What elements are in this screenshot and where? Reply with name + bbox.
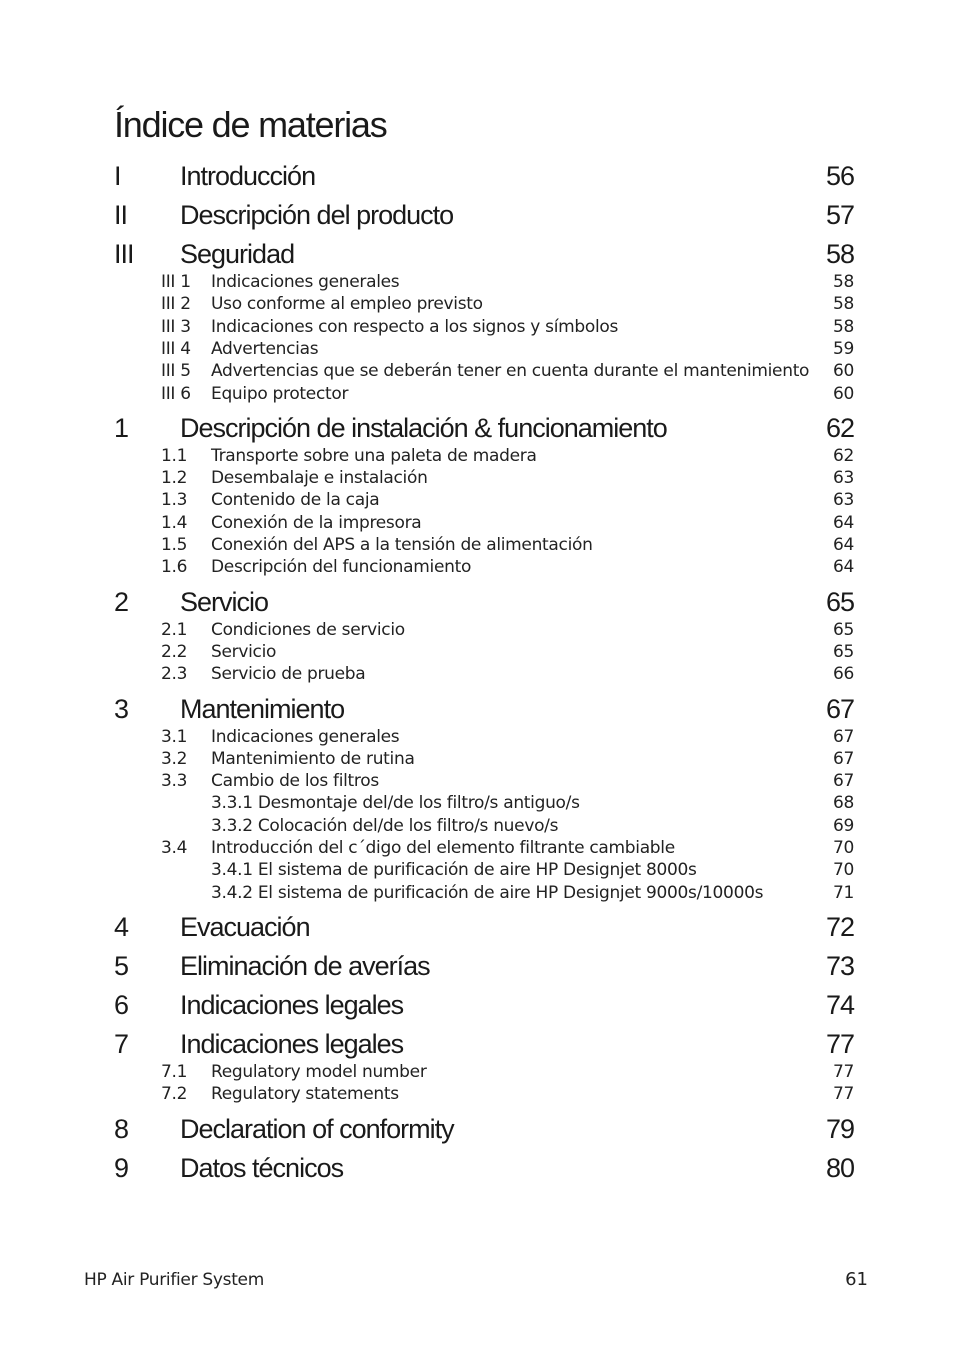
toc-entry-number: 7.1 <box>161 1061 188 1082</box>
toc-entry-page: 68 <box>832 793 854 814</box>
toc-subsection-entry <box>0 792 954 814</box>
toc-entry-page: 58 <box>832 272 854 292</box>
toc-entry-number: II <box>114 200 128 230</box>
toc-entry-number: 3.3 <box>161 771 188 792</box>
toc-entry-number: 3 <box>114 693 129 724</box>
toc-entry-page: 74 <box>825 989 854 1020</box>
toc-entry-title: 3.4.1 El sistema de purificación de aire HP Designjet 8000s <box>211 860 697 881</box>
toc-section-entry <box>0 641 954 663</box>
toc-entry-title: Introducción <box>180 161 316 191</box>
toc-entry-page: 65 <box>825 586 854 617</box>
toc-entry-title: Conexión de la impresora <box>211 512 422 533</box>
toc-entry-page: 64 <box>832 557 854 578</box>
toc-chapter-entry <box>0 987 954 1023</box>
toc-section-entry <box>0 512 954 534</box>
toc-entry-page: 70 <box>832 860 854 881</box>
toc-entry-page: 60 <box>832 361 854 382</box>
toc-entry-page: 67 <box>825 693 854 724</box>
toc-chapter-entry <box>0 410 954 446</box>
toc-entry-page: 57 <box>825 200 854 230</box>
toc-entry-number: 6 <box>114 989 129 1020</box>
toc-section-entry <box>0 383 954 405</box>
toc-entry-page: 65 <box>832 619 854 640</box>
toc-entry-title: Indicaciones legales <box>180 1028 404 1059</box>
toc-chapter-entry <box>0 197 954 233</box>
toc-entry-page: 62 <box>832 445 854 466</box>
toc-entry-page: 59 <box>832 338 854 359</box>
toc-subsection-entry <box>0 882 954 904</box>
footer-title: HP Air Purifier System <box>84 1270 264 1290</box>
toc-section-entry <box>0 1083 954 1105</box>
toc-section-entry <box>0 748 954 770</box>
toc-section-entry <box>0 619 954 641</box>
toc-entry-title: Transporte sobre una paleta de madera <box>211 445 537 466</box>
toc-entry-number: 3.2 <box>161 748 188 769</box>
toc-entry-title: 3.3.1 Desmontaje del/de los filtro/s antiguo/s <box>211 793 580 814</box>
toc-entry-title: Regulatory model number <box>211 1061 427 1082</box>
toc-entry-number: 7.2 <box>161 1084 188 1105</box>
toc-entry-page: 58 <box>825 239 854 269</box>
toc-chapter-entry <box>0 909 954 945</box>
toc-section-entry <box>0 663 954 685</box>
toc-section-entry <box>0 770 954 792</box>
toc-entry-title: Descripción de instalación & funcionamiento <box>180 412 667 443</box>
toc-entry-number: 2.2 <box>161 641 188 662</box>
toc-chapter-entry <box>0 584 954 620</box>
toc-entry-title: Contenido de la caja <box>211 490 380 511</box>
toc-chapter-entry <box>0 236 954 272</box>
toc-entry-page: 77 <box>825 1028 854 1059</box>
toc-section-entry <box>0 726 954 748</box>
toc-entry-page: 64 <box>832 512 854 533</box>
toc-entry-number: 9 <box>114 1152 129 1183</box>
toc-entry-number: 1.2 <box>161 468 188 489</box>
toc-entry-title: Descripción del producto <box>180 200 454 230</box>
toc-entry-number: 1.3 <box>161 490 188 511</box>
toc-entry-number: 7 <box>114 1028 129 1059</box>
toc-chapter-entry <box>0 158 954 194</box>
toc-entry-number: 2.3 <box>161 664 188 685</box>
toc-section-entry <box>0 837 954 859</box>
toc-entry-title: Indicaciones legales <box>180 989 404 1020</box>
toc-section-entry <box>0 489 954 511</box>
toc-entry-number: 4 <box>114 911 129 942</box>
toc-entry-title: Conexión del APS a la tensión de alimentación <box>211 535 593 555</box>
toc-entry-page: 71 <box>832 882 854 903</box>
toc-entry-title: Declaration of conformity <box>180 1113 454 1144</box>
toc-entry-title: Mantenimiento <box>180 693 345 724</box>
toc-entry-page: 56 <box>825 161 854 191</box>
toc-entry-number: III 6 <box>161 383 191 404</box>
toc-entry-page: 64 <box>832 535 854 555</box>
toc-entry-page: 58 <box>832 294 854 315</box>
toc-entry-number: 2.1 <box>161 619 188 640</box>
toc-entry-title: Uso conforme al empleo previsto <box>211 294 483 315</box>
toc-section-entry <box>0 293 954 315</box>
toc-section-entry <box>0 271 954 293</box>
toc-entry-title: Indicaciones generales <box>211 272 400 292</box>
toc-entry-title: Evacuación <box>180 911 310 942</box>
toc-section-entry <box>0 360 954 382</box>
toc-subsection-entry <box>0 815 954 837</box>
toc-entry-number: 3.4 <box>161 838 188 858</box>
toc-entry-number: 2 <box>114 586 129 617</box>
toc-entry-title: Servicio <box>211 641 277 662</box>
toc-subsection-entry <box>0 859 954 881</box>
toc-entry-number: III 2 <box>161 294 191 315</box>
toc-entry-title: Condiciones de servicio <box>211 619 405 640</box>
toc-entry-page: 79 <box>825 1113 854 1144</box>
toc-entry-title: Seguridad <box>180 239 295 269</box>
toc-entry-page: 69 <box>832 815 854 836</box>
toc-entry-page: 62 <box>825 412 854 443</box>
toc-section-entry <box>0 556 954 578</box>
toc-entry-title: Datos técnicos <box>180 1152 344 1183</box>
toc-chapter-entry <box>0 1111 954 1147</box>
toc-entry-title: Eliminación de averías <box>180 950 430 981</box>
toc-entry-title: Descripción del funcionamiento <box>211 557 472 578</box>
toc-entry-page: 66 <box>832 664 854 685</box>
toc-entry-title: Introducción del c´digo del elemento filtrante cambiable <box>211 838 675 858</box>
toc-section-entry <box>0 445 954 467</box>
toc-entry-title: Advertencias que se deberán tener en cuenta durante el mantenimiento <box>211 361 810 382</box>
toc-entry-title: Desembalaje e instalación <box>211 468 428 489</box>
toc-entry-page: 67 <box>832 726 854 747</box>
toc-entry-number: 3.1 <box>161 726 188 747</box>
toc-chapter-entry <box>0 691 954 727</box>
toc-entry-page: 72 <box>825 911 854 942</box>
toc-entry-page: 65 <box>832 641 854 662</box>
toc-entry-page: 63 <box>832 468 854 489</box>
toc-chapter-entry <box>0 1150 954 1186</box>
toc-entry-number: 1 <box>114 412 129 443</box>
toc-entry-title: Servicio de prueba <box>211 664 366 685</box>
toc-section-entry <box>0 1061 954 1083</box>
toc-entry-number: 1.5 <box>161 535 188 555</box>
toc-entry-page: 67 <box>832 748 854 769</box>
toc-entry-page: 58 <box>832 316 854 337</box>
toc-entry-number: 1.1 <box>161 445 188 466</box>
toc-entry-number: 8 <box>114 1113 129 1144</box>
page-title: Índice de materias <box>114 104 387 145</box>
toc-section-entry <box>0 316 954 338</box>
toc-entry-title: Servicio <box>180 586 269 617</box>
toc-entry-title: Equipo protector <box>211 383 349 404</box>
toc-entry-page: 77 <box>832 1084 854 1105</box>
toc-entry-number: III <box>114 239 134 269</box>
toc-entry-number: 5 <box>114 950 129 981</box>
toc-section-entry <box>0 338 954 360</box>
toc-entry-title: Indicaciones generales <box>211 726 400 747</box>
toc-entry-title: Advertencias <box>211 338 319 359</box>
toc-entry-number: III 1 <box>161 272 191 292</box>
toc-section-entry <box>0 534 954 556</box>
toc-entry-number: 1.4 <box>161 512 188 533</box>
footer-page-number: 61 <box>845 1269 868 1290</box>
toc-entry-page: 60 <box>832 383 854 404</box>
toc-entry-page: 73 <box>825 950 854 981</box>
toc-entry-title: Indicaciones con respecto a los signos y símbolos <box>211 316 619 337</box>
toc-entry-page: 80 <box>825 1152 854 1183</box>
toc-entry-number: I <box>114 161 121 191</box>
toc-entry-number: III 5 <box>161 361 191 382</box>
toc-entry-title: 3.3.2 Colocación del/de los filtro/s nuevo/s <box>211 815 559 836</box>
toc-chapter-entry <box>0 948 954 984</box>
toc-chapter-entry <box>0 1026 954 1062</box>
toc-entry-page: 77 <box>832 1061 854 1082</box>
toc-entry-title: Mantenimiento de rutina <box>211 748 415 769</box>
toc-entry-number: 1.6 <box>161 557 188 578</box>
toc-entry-title: 3.4.2 El sistema de purificación de aire HP Designjet 9000s/10000s <box>211 882 764 903</box>
toc-entry-page: 67 <box>832 771 854 792</box>
toc-entry-page: 70 <box>832 838 854 858</box>
toc-entry-page: 63 <box>832 490 854 511</box>
toc-section-entry <box>0 467 954 489</box>
toc-entry-title: Regulatory statements <box>211 1084 399 1105</box>
toc-entry-number: III 3 <box>161 316 191 337</box>
toc-entry-title: Cambio de los filtros <box>211 771 379 792</box>
toc-entry-number: III 4 <box>161 338 191 359</box>
